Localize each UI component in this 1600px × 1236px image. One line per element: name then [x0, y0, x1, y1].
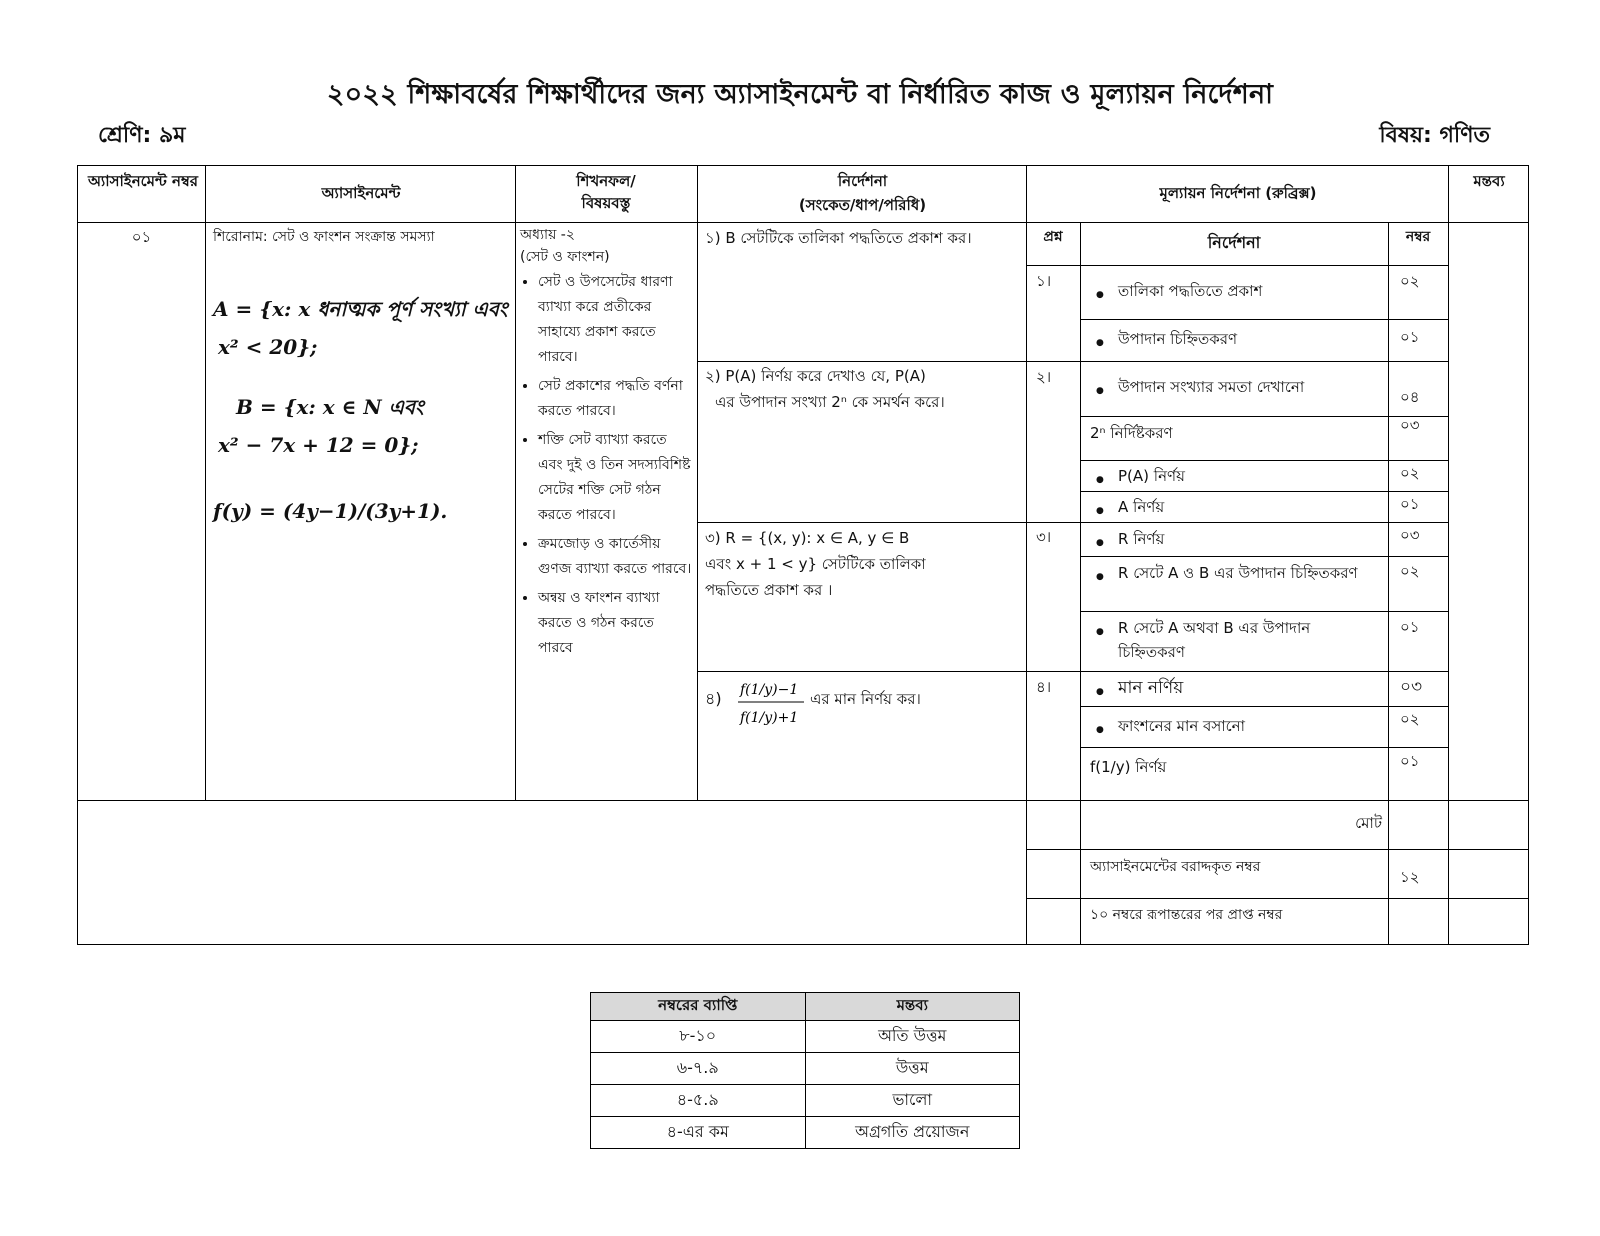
remark-cell: অতি উত্তম: [805, 1021, 1020, 1053]
header-outcome: শিখনফল/ বিষয়বস্তু: [576, 172, 636, 212]
range-cell: ৪-৫.৯: [591, 1085, 806, 1117]
outcome-item: • অন্বয় ও ফাংশন ব্যাখ্যা করতে ও গঠন করতে পারবে: [538, 586, 692, 661]
remark-cell: উত্তম: [805, 1053, 1020, 1085]
rubric-q3: ৩।: [1036, 528, 1052, 546]
rubric-col-mark: নম্বর: [1405, 229, 1431, 245]
table-row: [591, 1021, 1020, 1053]
rubric-col-question: প্রশ্ন: [1043, 229, 1063, 245]
outcome-item: • ক্রমজোড় ও কার্তেসীয় গুণজ ব্যাখ্যা করতে পারবে।: [538, 532, 692, 582]
instruction-q4-suffix: এর মান নির্ণয় কর।: [810, 690, 921, 708]
rubric-mark: ০৩: [1400, 526, 1420, 544]
class-label: শ্রেণি: ৯ম: [98, 123, 186, 148]
header-comment: মন্তব্য: [1473, 172, 1505, 190]
fraction-expression: [738, 674, 806, 730]
table-row: [591, 1117, 1020, 1149]
rubric-mark: ০২: [1400, 464, 1420, 482]
table-row: [591, 1085, 1020, 1117]
set-a-condition: x² < 20};: [218, 335, 318, 359]
outcome-chapter: অধ্যায় -২: [520, 227, 575, 243]
subject-label: বিষয়: গণিত: [1379, 123, 1490, 148]
instruction-q3a: ৩) R = {(x, y): x ∈ A, y ∈ B: [705, 529, 910, 547]
comment-header: মন্তব্য: [805, 993, 1020, 1021]
rubric-row-text: ● ফাংশনের মান বসানো: [1118, 715, 1383, 737]
total-label: মোট: [1355, 814, 1382, 832]
rubric-row-text: f(1/y) নির্ণয়: [1090, 758, 1167, 776]
remark-cell: অগ্রগতি প্রয়োজন: [805, 1117, 1020, 1149]
rubric-mark: ০১: [1400, 495, 1420, 513]
outcome-item: • শক্তি সেট ব্যাখ্যা করতে এবং দুই ও তিন সদস্যবিশিষ্ট সেটের শক্তি সেট গঠন করতে পারবে।: [538, 428, 692, 528]
set-b-definition: B = {x: x ∈ N এবং: [236, 395, 424, 419]
rubric-row-text: ● তালিকা পদ্ধতিতে প্রকাশ: [1118, 280, 1383, 302]
instruction-q3b: এবং x + 1 < y} সেটটিকে তালিকা: [705, 555, 926, 573]
rubric-row-text: 2ⁿ নির্দিষ্টকরণ: [1090, 424, 1173, 442]
assignment-heading: শিরোনাম: সেট ও ফাংশন সংক্রান্ত সমস্যা: [213, 229, 435, 245]
instruction-q1: ১) B সেটটিকে তালিকা পদ্ধতিতে প্রকাশ কর।: [705, 229, 972, 247]
table-row: [591, 1053, 1020, 1085]
rubric-mark: ০৪: [1400, 388, 1420, 406]
header-instruction-sub: (সংকেত/ধাপ/পরিধি): [798, 196, 927, 214]
rubric-row-text: ● A নির্ণয়: [1118, 496, 1383, 518]
outcome-item: • সেট প্রকাশের পদ্ধতি বর্ণনা করতে পারবে।: [538, 374, 692, 424]
converted-label: ১০ নম্বরে রূপান্তরের পর প্রাপ্ত নম্বর: [1090, 907, 1283, 923]
outcome-chapter-sub: (সেট ও ফাংশন): [520, 249, 610, 265]
svg-text:f(1/y)−1: f(1/y)−1: [740, 682, 799, 698]
range-header: নম্বরের ব্যাপ্তি: [591, 993, 806, 1021]
rubric-col-instruction: নির্দেশনা: [1207, 233, 1261, 252]
rubric-mark: ০২: [1400, 562, 1420, 580]
outcome-list: [520, 270, 692, 665]
rubric-mark: ০১: [1400, 752, 1420, 770]
outcome-item: • সেট ও উপসেটের ধারণা ব্যাখ্যা করে প্রতীকের সাহায্যে প্রকাশ করতে পারবে।: [538, 270, 692, 370]
instruction-q2a: ২) P(A) নির্ণয় করে দেখাও যে, P(A): [705, 367, 926, 385]
header-instruction: নির্দেশনা: [837, 172, 888, 190]
rubric-q2: ২।: [1036, 368, 1052, 386]
rubric-row-text: ● উপাদান সংখ্যার সমতা দেখানো: [1118, 376, 1383, 398]
rubric-mark: ০১: [1400, 618, 1420, 636]
function-definition: f(y) = (4y−1)/(3y+1).: [213, 499, 448, 523]
rubric-mark: ০২: [1400, 272, 1420, 290]
range-cell: ৬-৭.৯: [591, 1053, 806, 1085]
rubric-q4: ৪।: [1036, 678, 1052, 696]
rubric-mark: ০১: [1400, 328, 1420, 346]
instruction-q2b: এর উপাদান সংখ্যা 2ⁿ কে সমর্থন করে।: [715, 393, 945, 411]
document-title: ২০২২ শিক্ষাবর্ষের শিক্ষার্থীদের জন্য অ্যাসাইনমেন্ট বা নির্ধারিত কাজ ও মূল্যায়ন নির্দেশনা: [326, 79, 1274, 110]
rubric-q1: ১।: [1036, 272, 1052, 290]
rubric-row-text: ● R সেটে A অথবা B এর উপাদান চিহ্নিতকরণ: [1118, 616, 1380, 664]
grade-range-table: [590, 992, 1020, 1149]
range-cell: ৪-এর কম: [591, 1117, 806, 1149]
header-assignment-no: অ্যাসাইনমেন্ট নম্বর: [87, 172, 199, 190]
svg-text:f(1/y)+1: f(1/y)+1: [740, 710, 799, 726]
instruction-q3c: পদ্ধতিতে প্রকাশ কর ।: [705, 581, 833, 599]
set-a-definition: A = {x: x ধনাত্মক পূর্ণ সংখ্যা এবং: [213, 297, 508, 321]
instruction-q4-number: ৪): [705, 689, 722, 708]
rubric-row-text: ● R নির্ণয়: [1118, 528, 1383, 550]
rubric-mark: ০৩: [1400, 677, 1423, 697]
rubric-row-text: ● উপাদান চিহ্নিতকরণ: [1118, 328, 1383, 350]
rubric-mark: ০৩: [1400, 416, 1420, 434]
set-b-condition: x² − 7x + 12 = 0};: [218, 433, 419, 457]
remark-cell: ভালো: [805, 1085, 1020, 1117]
allocated-label: অ্যাসাইনমেন্টের বরাদ্দকৃত নম্বর: [1090, 859, 1261, 875]
header-assignment: অ্যাসাইনমেন্ট: [321, 184, 401, 202]
rubric-row-text: ● মান নর্ণিয়: [1118, 677, 1383, 699]
header-rubric: মূল্যায়ন নির্দেশনা (রুব্রিক্স): [1159, 184, 1317, 202]
rubric-row-text: ● P(A) নির্ণয়: [1118, 465, 1383, 487]
rubric-mark: ০২: [1400, 710, 1420, 728]
rubric-row-text: ● R সেটে A ও B এর উপাদান চিহ্নিতকরণ: [1118, 561, 1380, 585]
assignment-table: [77, 165, 1529, 945]
assignment-number: ০১: [131, 228, 152, 246]
allocated-value: ১২: [1400, 868, 1420, 886]
range-cell: ৮-১০: [591, 1021, 806, 1053]
